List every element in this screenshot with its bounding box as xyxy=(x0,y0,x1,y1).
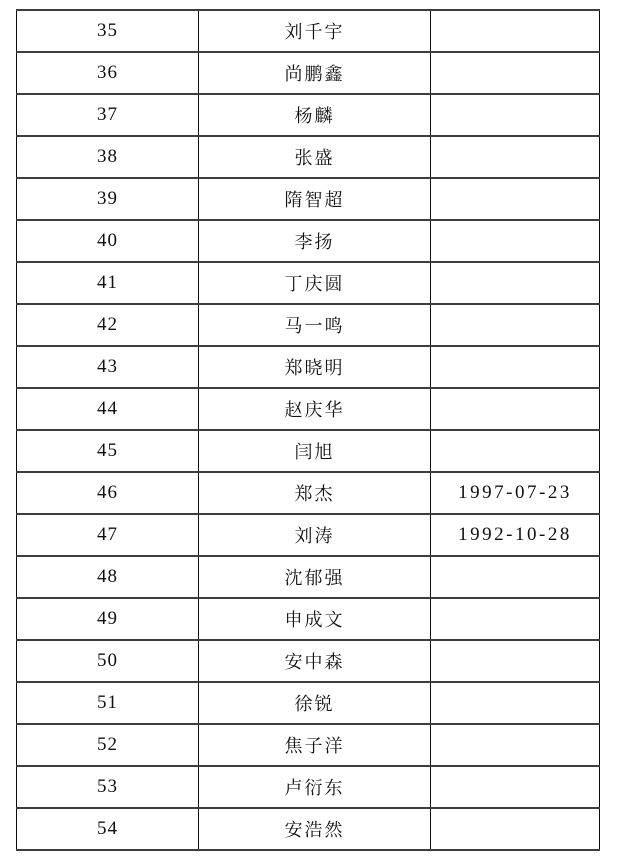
date-cell xyxy=(431,52,600,94)
name-cell: 刘涛 xyxy=(199,514,431,556)
table-row xyxy=(17,640,600,682)
date-cell xyxy=(431,766,600,808)
table-row xyxy=(17,514,600,556)
date-cell xyxy=(431,304,600,346)
index-cell: 51 xyxy=(17,682,199,724)
index-cell: 45 xyxy=(17,430,199,472)
index-cell: 46 xyxy=(17,472,199,514)
table-row xyxy=(17,10,600,52)
name-cell: 焦子洋 xyxy=(199,724,431,766)
name-cell: 闫旭 xyxy=(199,430,431,472)
roster-table-body xyxy=(17,10,600,850)
table-row xyxy=(17,472,600,514)
name-cell: 杨麟 xyxy=(199,94,431,136)
date-cell xyxy=(431,346,600,388)
date-cell xyxy=(431,430,600,472)
table-row xyxy=(17,136,600,178)
name-cell: 刘千宇 xyxy=(199,10,431,52)
name-cell: 沈郁强 xyxy=(199,556,431,598)
name-cell: 郑杰 xyxy=(199,472,431,514)
name-cell: 申成文 xyxy=(199,598,431,640)
table-row xyxy=(17,598,600,640)
table-row xyxy=(17,178,600,220)
index-cell: 35 xyxy=(17,10,199,52)
table-row xyxy=(17,52,600,94)
index-cell: 39 xyxy=(17,178,199,220)
table-row xyxy=(17,724,600,766)
table-row xyxy=(17,94,600,136)
index-cell: 37 xyxy=(17,94,199,136)
table-row xyxy=(17,346,600,388)
index-cell: 44 xyxy=(17,388,199,430)
index-cell: 40 xyxy=(17,220,199,262)
date-cell xyxy=(431,724,600,766)
date-cell xyxy=(431,178,600,220)
index-cell: 38 xyxy=(17,136,199,178)
index-cell: 52 xyxy=(17,724,199,766)
index-cell: 54 xyxy=(17,808,199,850)
index-cell: 41 xyxy=(17,262,199,304)
name-cell: 马一鸣 xyxy=(199,304,431,346)
date-cell xyxy=(431,262,600,304)
date-cell xyxy=(431,136,600,178)
table-row xyxy=(17,808,600,850)
name-cell: 隋智超 xyxy=(199,178,431,220)
index-cell: 50 xyxy=(17,640,199,682)
date-cell xyxy=(431,94,600,136)
name-cell: 安中森 xyxy=(199,640,431,682)
date-cell xyxy=(431,10,600,52)
table-row xyxy=(17,430,600,472)
index-cell: 47 xyxy=(17,514,199,556)
name-cell: 赵庆华 xyxy=(199,388,431,430)
name-cell: 徐锐 xyxy=(199,682,431,724)
date-cell xyxy=(431,598,600,640)
index-cell: 36 xyxy=(17,52,199,94)
name-cell: 安浩然 xyxy=(199,808,431,850)
table-row xyxy=(17,262,600,304)
date-cell xyxy=(431,556,600,598)
table-row xyxy=(17,682,600,724)
roster-table xyxy=(16,9,600,851)
date-cell xyxy=(431,682,600,724)
table-row xyxy=(17,388,600,430)
name-cell: 尚鹏鑫 xyxy=(199,52,431,94)
date-cell: 1992-10-28 xyxy=(431,514,600,556)
date-cell xyxy=(431,808,600,850)
name-cell: 李扬 xyxy=(199,220,431,262)
index-cell: 48 xyxy=(17,556,199,598)
date-cell xyxy=(431,220,600,262)
index-cell: 49 xyxy=(17,598,199,640)
name-cell: 丁庆圆 xyxy=(199,262,431,304)
name-cell: 卢衍东 xyxy=(199,766,431,808)
table-row xyxy=(17,220,600,262)
index-cell: 42 xyxy=(17,304,199,346)
table-row xyxy=(17,304,600,346)
date-cell: 1997-07-23 xyxy=(431,472,600,514)
index-cell: 53 xyxy=(17,766,199,808)
index-cell: 43 xyxy=(17,346,199,388)
name-cell: 郑晓明 xyxy=(199,346,431,388)
date-cell xyxy=(431,640,600,682)
name-cell: 张盛 xyxy=(199,136,431,178)
table-row xyxy=(17,766,600,808)
date-cell xyxy=(431,388,600,430)
table-row xyxy=(17,556,600,598)
